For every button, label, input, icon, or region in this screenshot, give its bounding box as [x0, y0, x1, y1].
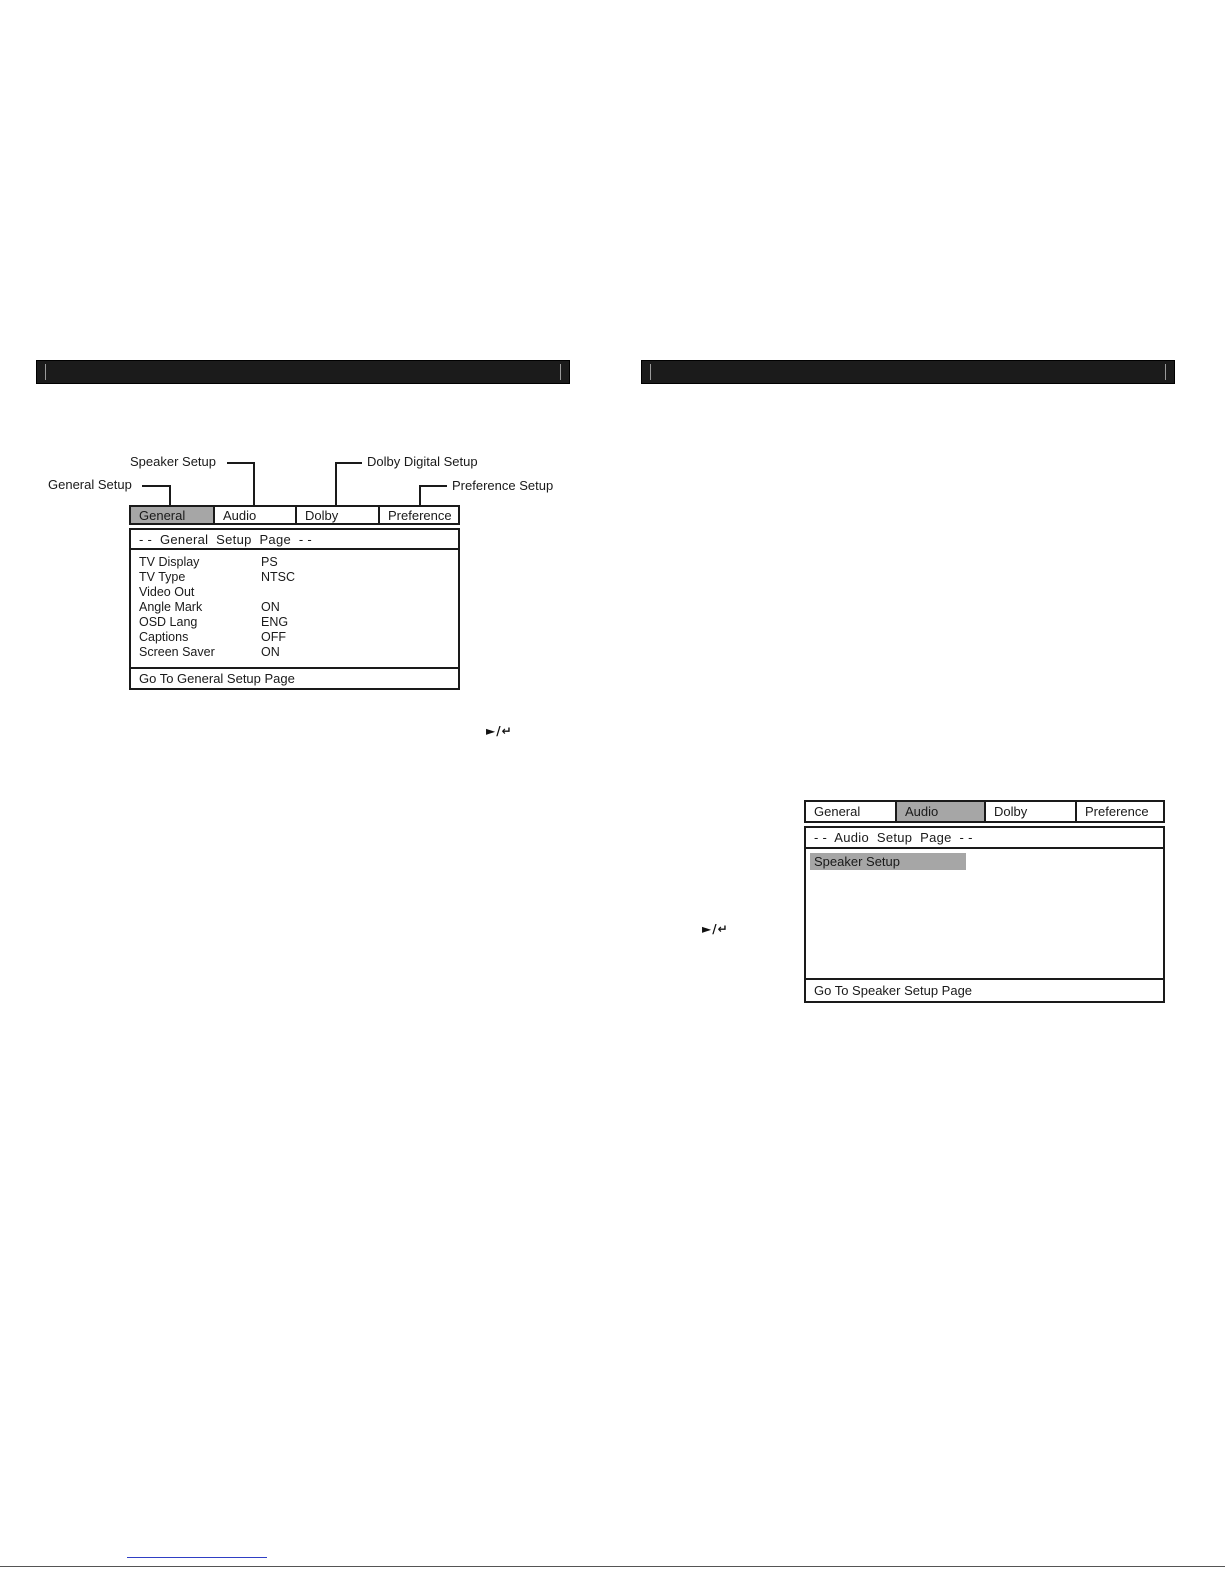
leader-line-dolby-v	[335, 462, 337, 506]
panel-footer-status: Go To General Setup Page	[131, 667, 458, 688]
callout-speaker-setup: Speaker Setup	[130, 454, 217, 469]
panel-title: - - General Setup Page - -	[131, 530, 458, 550]
tab-audio[interactable]: Audio	[897, 802, 986, 821]
setting-name: OSD Lang	[139, 615, 198, 629]
right-tab-bar	[804, 800, 1165, 823]
menu-item-speaker-setup[interactable]: Speaker Setup	[810, 853, 966, 870]
tab-preference[interactable]: Preference	[380, 507, 458, 523]
setting-name: TV Type	[139, 570, 186, 584]
leader-line-general-v	[169, 485, 171, 506]
setting-value: ENG	[261, 615, 289, 629]
leader-line-speaker-h	[227, 462, 255, 464]
right-page-header-bar	[641, 360, 1175, 384]
leader-line-dolby-h	[335, 462, 362, 464]
play-enter-icon: ►/↵	[702, 922, 729, 936]
tab-dolby[interactable]: Dolby	[986, 802, 1077, 821]
tab-preference[interactable]: Preference	[1077, 802, 1163, 821]
leader-line-preference-v	[419, 485, 421, 506]
panel-footer-status: Go To Speaker Setup Page	[806, 978, 1163, 1001]
audio-setup-panel	[804, 826, 1165, 1003]
setting-value: OFF	[261, 630, 286, 644]
left-tab-bar	[129, 505, 460, 525]
general-setup-panel	[129, 528, 460, 690]
callout-preference-setup: Preference Setup	[452, 478, 554, 493]
setting-name: Screen Saver	[139, 645, 215, 659]
tab-general[interactable]: General	[806, 802, 897, 821]
panel-title: - - Audio Setup Page - -	[806, 828, 1163, 849]
left-page-header-bar	[36, 360, 570, 384]
setting-value: PS	[261, 555, 278, 569]
setting-value: NTSC	[261, 570, 296, 584]
leader-line-preference-h	[419, 485, 447, 487]
tab-audio[interactable]: Audio	[215, 507, 297, 523]
leader-line-speaker-v	[253, 462, 255, 506]
callout-dolby-digital-setup: Dolby Digital Setup	[367, 454, 478, 469]
setting-value: ON	[261, 600, 280, 614]
tab-general[interactable]: General	[131, 507, 215, 523]
setting-name: TV Display	[139, 555, 200, 569]
leader-line-general-h	[142, 485, 171, 487]
setting-name: Captions	[139, 630, 189, 644]
page-bottom-rule	[0, 1566, 1225, 1567]
footer-link-underline	[127, 1557, 267, 1558]
tab-dolby[interactable]: Dolby	[297, 507, 380, 523]
setting-name: Angle Mark	[139, 600, 203, 614]
play-enter-icon: ►/↵	[486, 724, 513, 738]
callout-general-setup: General Setup	[48, 477, 132, 492]
setting-name: Video Out	[139, 585, 195, 599]
setting-value: ON	[261, 645, 280, 659]
